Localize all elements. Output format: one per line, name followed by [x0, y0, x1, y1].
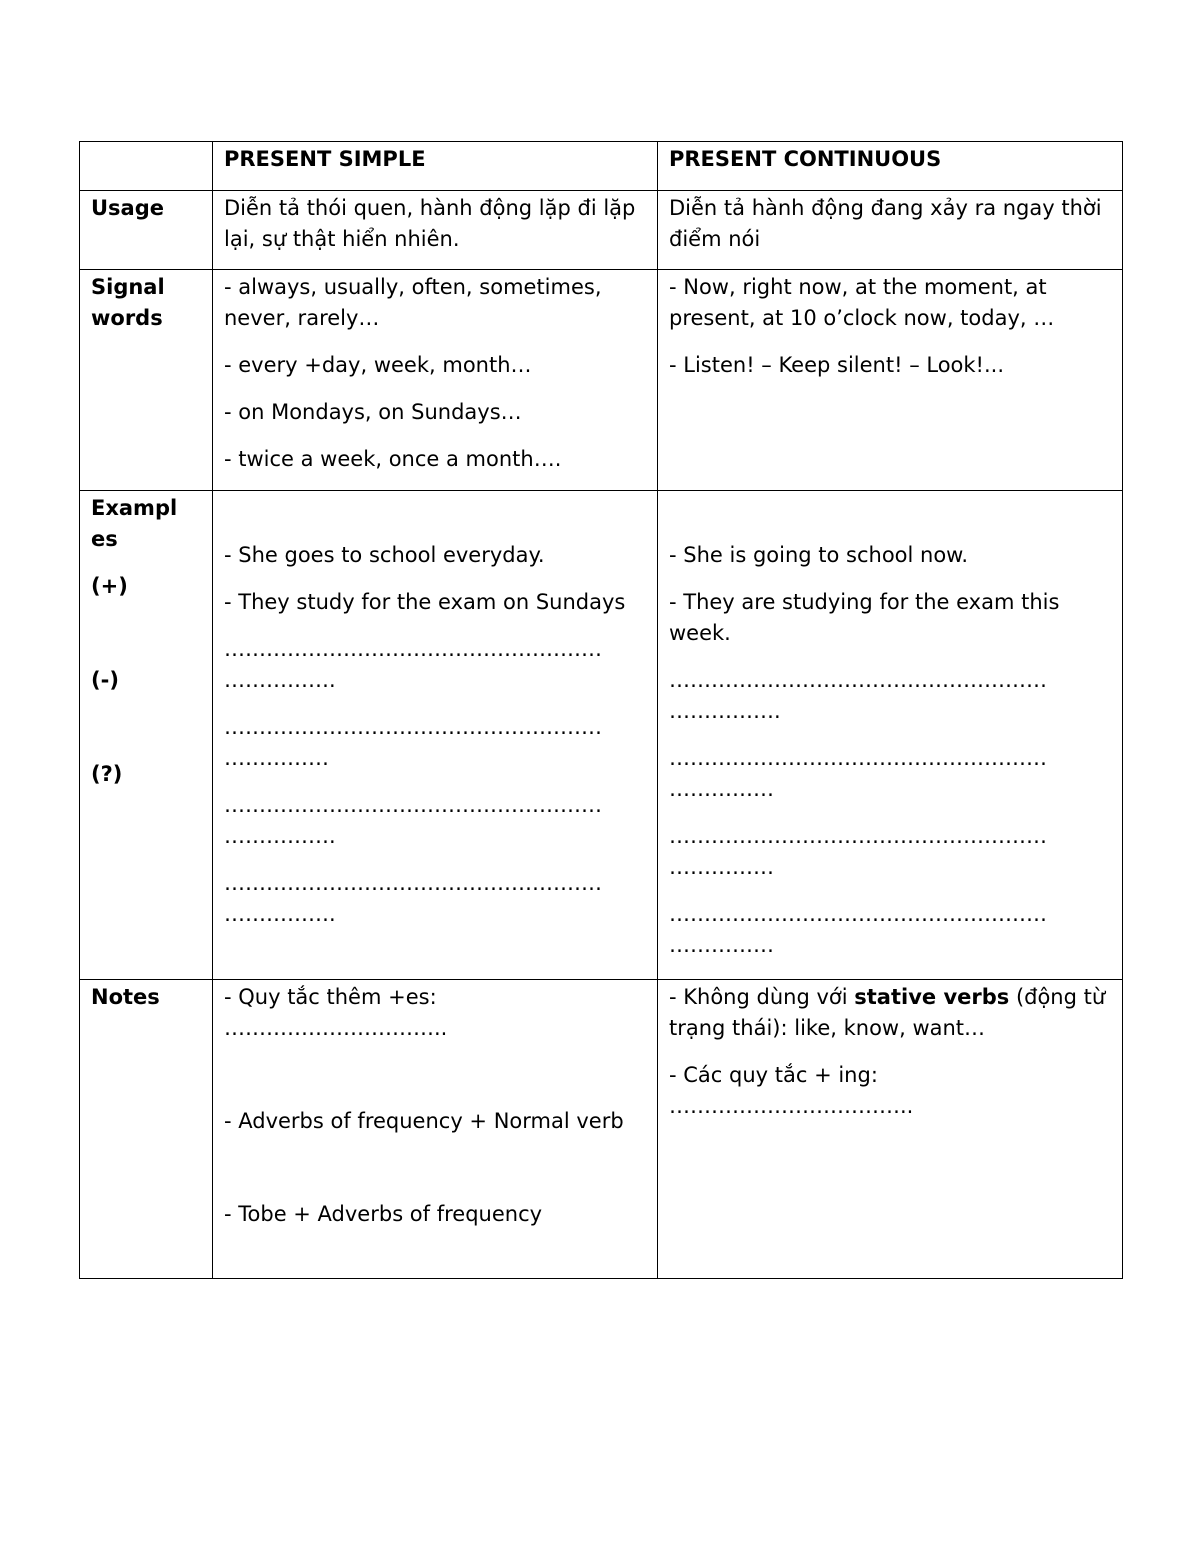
- signal-simple-item: - always, usually, often, sometimes, never, rarely…: [224, 275, 602, 330]
- examples-continuous: [658, 491, 1123, 980]
- signal-words-row: [80, 270, 1123, 491]
- signal-simple-item: - twice a week, once a month….: [224, 447, 562, 471]
- notes-continuous: [658, 980, 1123, 1279]
- example-continuous-sentence: - She is going to school now.: [669, 543, 969, 567]
- usage-label: Usage: [80, 191, 213, 270]
- note-stative-suffix: (động từ trạng thái): like, know, want…: [669, 985, 1106, 1040]
- signal-simple-item: - every +day, week, month…: [224, 353, 532, 377]
- example-simple-sentence: - They study for the exam on Sundays: [224, 590, 626, 614]
- blank-line: ……………………………………………… ……………: [669, 746, 1047, 801]
- note-simple-item: - Adverbs of frequency + Normal verb: [224, 1109, 624, 1133]
- header-present-continuous: PRESENT CONTINUOUS: [658, 142, 1123, 191]
- blank-line: ……………………………………………… …………….: [669, 668, 1047, 723]
- example-simple-sentence: - She goes to school everyday.: [224, 543, 545, 567]
- usage-row: [80, 191, 1123, 270]
- grammar-comparison-table: [79, 141, 1123, 1279]
- note-simple-item: - Quy tắc thêm +es: …………………………..: [224, 985, 448, 1040]
- examples-simple: [213, 491, 658, 980]
- note-continuous-ing: - Các quy tắc + ing: ……………………………..: [669, 1063, 914, 1118]
- usage-simple: Diễn tả thói quen, hành động lặp đi lặp lại, sự thật hiển nhiên.: [213, 191, 658, 270]
- signal-continuous-item: - Listen! – Keep silent! – Look!...: [669, 353, 1005, 377]
- examples-label: Exampl es: [91, 496, 178, 551]
- usage-continuous: Diễn tả hành động đang xảy ra ngay thời điểm nói: [658, 191, 1123, 270]
- sign-affirmative: (+): [91, 574, 128, 598]
- blank-line: ……………………………………………… …………….: [224, 637, 602, 692]
- signal-words-simple: [213, 270, 658, 491]
- note-simple-item: - Tobe + Adverbs of frequency: [224, 1202, 543, 1226]
- notes-label: Notes: [80, 980, 213, 1279]
- example-continuous-sentence: - They are studying for the exam this week.: [669, 590, 1060, 645]
- sign-negative: (-): [91, 668, 119, 692]
- examples-row: [80, 491, 1123, 980]
- sign-question: (?): [91, 762, 123, 786]
- header-present-simple: PRESENT SIMPLE: [213, 142, 658, 191]
- note-stative-bold: stative verbs: [854, 985, 1010, 1009]
- signal-continuous-item: - Now, right now, at the moment, at present, at 10 o’clock now, today, …: [669, 275, 1055, 330]
- note-continuous-stative: [669, 982, 1112, 1044]
- notes-row: [80, 980, 1123, 1279]
- signal-simple-item: - on Mondays, on Sundays…: [224, 400, 522, 424]
- blank-line: ……………………………………………… ……………: [669, 902, 1047, 957]
- note-stative-prefix: - Không dùng với: [669, 985, 855, 1009]
- blank-line: ……………………………………………… …………….: [224, 871, 602, 926]
- blank-line: ……………………………………………… ……………: [224, 715, 602, 770]
- signal-words-continuous: [658, 270, 1123, 491]
- corner-cell: [80, 142, 213, 191]
- signal-words-label: Signal words: [80, 270, 213, 491]
- header-row: [80, 142, 1123, 191]
- notes-simple: [213, 980, 658, 1279]
- examples-label-cell: [80, 491, 213, 980]
- blank-line: ……………………………………………… ……………: [669, 824, 1047, 879]
- blank-line: ……………………………………………… …………….: [224, 793, 602, 848]
